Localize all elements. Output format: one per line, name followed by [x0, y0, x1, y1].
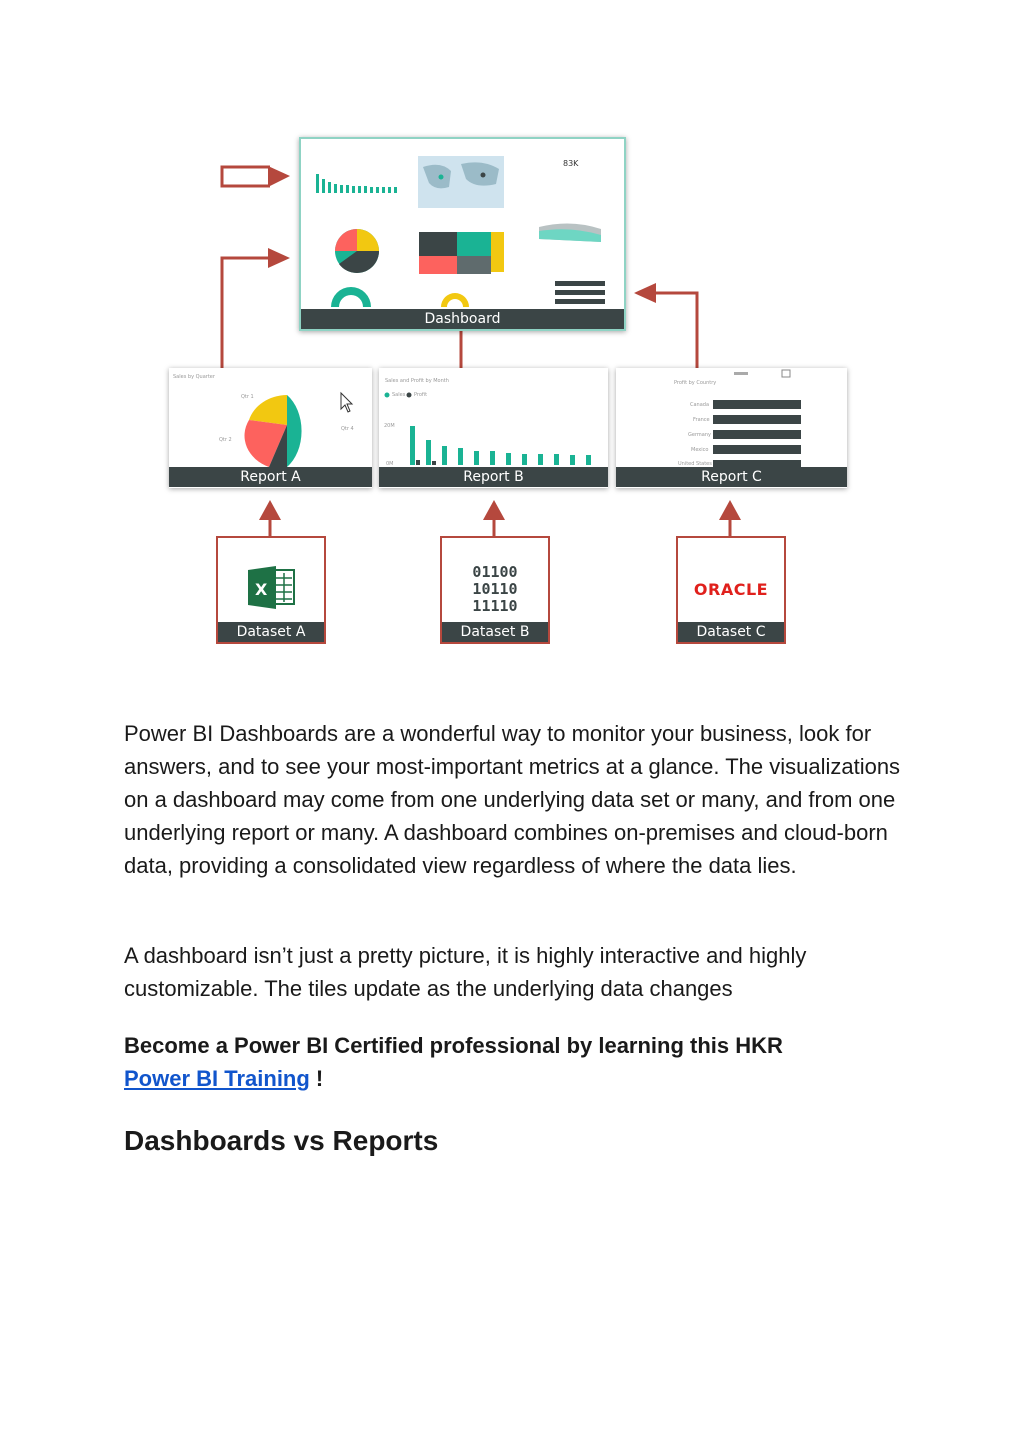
- binary-line: 11110: [472, 597, 518, 615]
- country-germany: Germany: [688, 432, 711, 438]
- legend-sales: Sales: [392, 392, 406, 398]
- country-united-states: United States: [678, 461, 712, 467]
- cta-end: !: [309, 1066, 324, 1091]
- report-c-label: Report C: [616, 467, 847, 487]
- dashboard-panel: [299, 137, 626, 331]
- binary-icon: [442, 564, 548, 615]
- report-b-tile-title: Sales and Profit by Month: [385, 378, 449, 384]
- interactivity-paragraph: A dashboard isn’t just a pretty picture, it is highly interactive and highly customizable. The tiles update as the underlying data changes: [124, 943, 807, 1001]
- dataset-b-label: Dataset B: [442, 622, 548, 642]
- report-c-tile-title: Profit by Country: [674, 380, 717, 386]
- dataset-a-label: Dataset A: [218, 622, 324, 642]
- cta-text: Become a Power BI Certified professional by learning this HKR: [124, 1033, 783, 1058]
- svg-text:X: X: [255, 580, 268, 599]
- legend-qtr1: Qtr 1: [241, 394, 254, 400]
- report-b-panel: [379, 368, 608, 488]
- report-b-label: Report B: [379, 467, 608, 487]
- dashboard-kpi: 83K: [563, 159, 579, 168]
- axis-0m: 0M: [386, 461, 394, 467]
- legend-qtr4: Qtr 4: [341, 426, 354, 432]
- dataset-c-label: Dataset C: [678, 622, 784, 642]
- report-a-tile-title: Sales by Quarter: [173, 374, 215, 380]
- report-a-label: Report A: [169, 467, 372, 487]
- power-bi-training-link[interactable]: Power BI Training: [124, 1066, 310, 1091]
- intro-paragraph: Power BI Dashboards are a wonderful way to monitor your business, look for answers, and to see your most-important metrics at a glance. The visualizations on a dashboard may come from one underlying data set or many, and from one underlying report or many. A dashboard combines on-premises and cloud-born data, providing a consolidated view regardless of where the data lies.: [124, 721, 901, 878]
- dashboard-label: Dashboard: [301, 309, 624, 329]
- report-c-panel: [616, 368, 847, 488]
- binary-line: 10110: [472, 580, 518, 598]
- dataset-a-box: [216, 536, 326, 644]
- report-a-panel: [169, 368, 372, 488]
- legend-qtr2: Qtr 2: [219, 437, 232, 443]
- legend-profit: Profit: [414, 392, 428, 398]
- cta-paragraph: [124, 1029, 914, 1095]
- axis-20m: 20M: [384, 423, 395, 429]
- country-canada: Canada: [690, 402, 710, 408]
- country-france: France: [693, 417, 710, 423]
- excel-icon: [218, 538, 324, 624]
- country-mexico: Mexico: [691, 447, 709, 453]
- section-heading: Dashboards vs Reports: [124, 1125, 439, 1156]
- dataset-b-box: [440, 536, 550, 644]
- oracle-logo: ORACLE: [693, 580, 769, 599]
- binary-line: 01100: [472, 563, 518, 581]
- power-bi-architecture-diagram: [0, 0, 1024, 700]
- dataset-c-box: [676, 536, 786, 644]
